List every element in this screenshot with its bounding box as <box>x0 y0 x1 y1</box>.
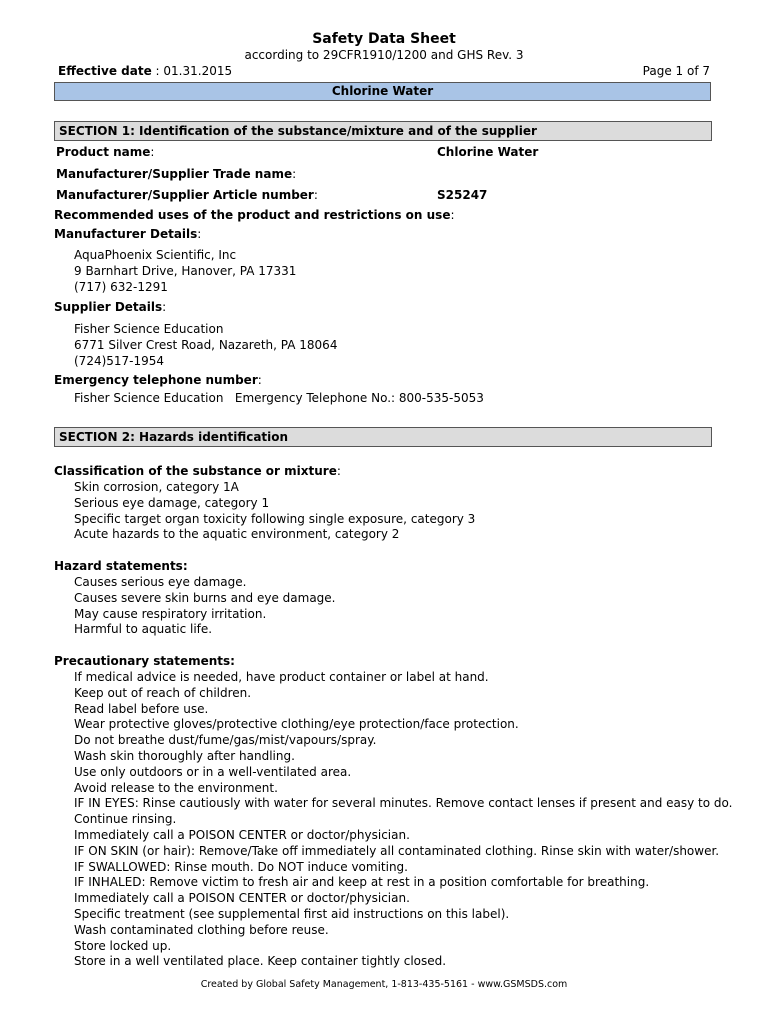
precautionary-statement: Immediately call a POISON CENTER or doctor/physician. <box>74 891 410 906</box>
section-1-heading: SECTION 1: Identification of the substance/mixture and of the supplier <box>54 121 712 141</box>
classification-field: Classification of the substance or mixture: <box>54 464 341 478</box>
effective-date <box>58 64 232 78</box>
precautionary-statement: Store locked up. <box>74 938 172 953</box>
precautionary-statement: IF IN EYES: Rinse cautiously with water for several minutes. Remove contact lenses if present and easy to do. <box>74 796 733 811</box>
section-2-heading: SECTION 2: Hazards identification <box>54 427 712 447</box>
precautionary-statements-label: Precautionary statements: <box>54 654 235 668</box>
supplier-details <box>74 322 337 369</box>
precautionary-statement: Avoid release to the environment. <box>74 780 278 795</box>
precautionary-statement: Keep out of reach of children. <box>74 685 252 700</box>
supplier-details-field: Supplier Details: <box>54 300 167 314</box>
precautionary-statement: Read label before use. <box>74 701 209 716</box>
hazard-statement: Harmful to aquatic life. <box>74 622 213 637</box>
precautionary-statement: Wash skin thoroughly after handling. <box>74 748 295 763</box>
hazard-statements-label: Hazard statements: <box>54 559 188 573</box>
manufacturer-line: 9 Barnhart Drive, Hanover, PA 17331 <box>74 263 297 278</box>
manufacturer-details-field: Manufacturer Details: <box>54 227 202 241</box>
classification-item: Acute hazards to the aquatic environment, category 2 <box>74 527 400 542</box>
precautionary-statement: Store in a well ventilated place. Keep container tightly closed. <box>74 954 447 969</box>
product-banner: Chlorine Water <box>54 82 711 101</box>
precautionary-statements-field <box>54 654 235 668</box>
effective-date-label: Effective date <box>58 64 152 78</box>
page-footer: Created by Global Safety Management, 1-813-435-5161 - www.GSMSDS.com <box>200 979 568 990</box>
hazard-statement: May cause respiratory irritation. <box>74 606 267 621</box>
precautionary-statement: IF SWALLOWED: Rinse mouth. Do NOT induce vomiting. <box>74 859 408 874</box>
hazard-statement: Causes serious eye damage. <box>74 575 247 589</box>
precautionary-statement: If medical advice is needed, have product container or label at hand. <box>74 670 489 684</box>
product-name-label: Product name <box>56 145 151 159</box>
precautionary-statement: Continue rinsing. <box>74 812 177 827</box>
classification-label: Classification of the substance or mixture <box>54 464 337 478</box>
supplier-line: Fisher Science Education <box>74 322 224 336</box>
precautionary-statement: Use only outdoors or in a well-ventilated area. <box>74 764 352 779</box>
precautionary-statement: IF ON SKIN (or hair): Remove/Take off immediately all contaminated clothing. Rinse skin with water/shower. <box>74 843 720 858</box>
article-number-value: S25247 <box>437 188 488 202</box>
trade-name-field: Manufacturer/Supplier Trade name: <box>56 167 297 181</box>
precautionary-statement: Wear protective gloves/protective clothing/eye protection/face protection. <box>74 717 519 732</box>
classification-list <box>74 480 475 543</box>
page-number: Page 1 of 7 <box>642 64 710 78</box>
manufacturer-line: (717) 632-1291 <box>74 279 168 294</box>
manufacturer-line: AquaPhoenix Scientific, Inc <box>74 248 237 262</box>
hazard-statements-list <box>74 575 336 638</box>
supplier-line: (724)517-1954 <box>74 353 165 368</box>
precautionary-statements-list <box>74 670 732 970</box>
precautionary-statement: Do not breathe dust/fume/gas/mist/vapours/spray. <box>74 733 377 748</box>
recommended-uses-label: Recommended uses of the product and restrictions on use <box>54 208 451 222</box>
document-subtitle: according to 29CFR1910/1200 and GHS Rev. 3 <box>244 48 524 62</box>
precautionary-statement: Wash contaminated clothing before reuse. <box>74 922 329 937</box>
recommended-uses-field: Recommended uses of the product and restrictions on use: <box>54 208 455 222</box>
hazard-statements-field <box>54 559 188 573</box>
emergency-phone-line: Fisher Science Education Emergency Telephone No.: 800-535-5053 <box>74 391 484 405</box>
hazard-statement: Causes severe skin burns and eye damage. <box>74 590 336 605</box>
precautionary-statement: Immediately call a POISON CENTER or doctor/physician. <box>74 827 410 842</box>
supplier-details-label: Supplier Details <box>54 300 163 314</box>
article-number-field: Manufacturer/Supplier Article number: <box>56 188 318 202</box>
product-name-value: Chlorine Water <box>437 145 539 159</box>
trade-name-label: Manufacturer/Supplier Trade name <box>56 167 293 181</box>
product-name-field: Product name: <box>56 145 155 159</box>
classification-item: Serious eye damage, category 1 <box>74 495 270 510</box>
manufacturer-details-label: Manufacturer Details <box>54 227 198 241</box>
supplier-line: 6771 Silver Crest Road, Nazareth, PA 18064 <box>74 337 338 352</box>
precautionary-statement: Specific treatment (see supplemental first aid instructions on this label). <box>74 906 510 921</box>
classification-item: Skin corrosion, category 1A <box>74 480 239 494</box>
classification-item: Specific target organ toxicity following single exposure, category 3 <box>74 511 476 526</box>
precautionary-statement: IF INHALED: Remove victim to fresh air and keep at rest in a position comfortable for breathing. <box>74 875 650 890</box>
emergency-phone-label: Emergency telephone number <box>54 373 258 387</box>
document-title: Safety Data Sheet <box>312 31 456 47</box>
article-number-label: Manufacturer/Supplier Article number <box>56 188 314 202</box>
manufacturer-details <box>74 248 296 295</box>
effective-date-value: : 01.31.2015 <box>151 64 233 78</box>
emergency-phone-field: Emergency telephone number: <box>54 373 262 387</box>
